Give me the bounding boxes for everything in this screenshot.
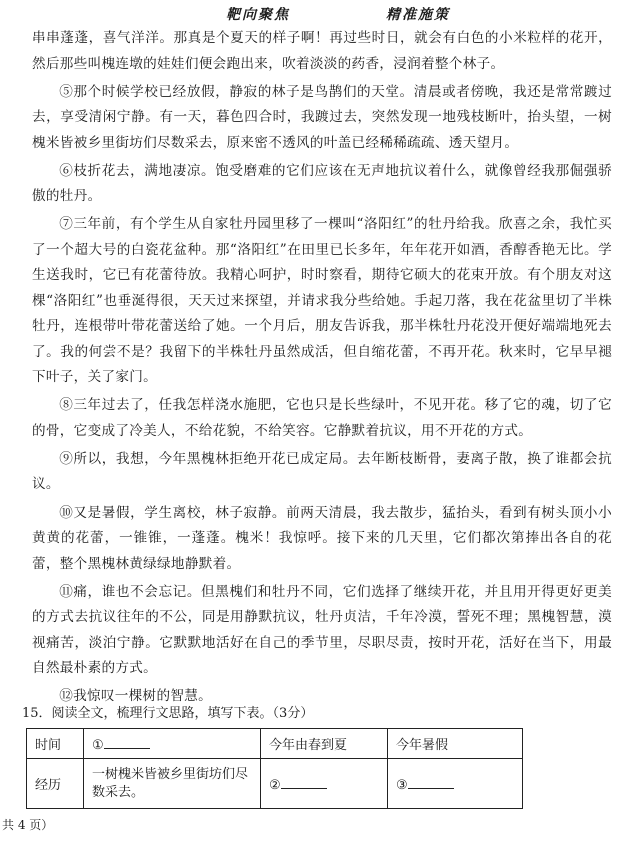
blank-line-2 <box>281 774 327 789</box>
paragraph-4-continued: 串串蓬蓬，喜气洋洋。那真是个夏天的样子啊！再过些时日，就会有白色的小米粒样的花开，然后那些叫槐连墩的娃娃们便会跑出来，吹着淡淡的药香，浸润着整个林子。 <box>32 30 612 72</box>
paragraph-8: ⑧三年过去了，任我怎样浇水施肥，它也只是长些绿叶，不见开花。移了它的魂，切了它的骨，它变成了冷美人，不给花貌，不给笑容。它静默着抗议，用不开花的方式。 <box>32 397 612 439</box>
blank-line-3 <box>408 774 454 789</box>
table-row <box>27 729 523 759</box>
header-slogan-right: 精准施策 <box>386 7 450 23</box>
page-header <box>0 4 636 26</box>
paragraph-5: ⑤那个时候学校已经放假，静寂的林子是鸟鹊们的天堂。清晨或者傍晚，我还是常常踱过去，享受清闲宁静。有一天，暮色四合时，我踱过去，突然发现一地残枝断叶，抬头望，一树槐米皆被乡里街坊们尽数采去，原来密不透风的叶盖已经稀稀疏疏、透天望月。 <box>32 83 612 151</box>
table-cell-spring-summer: 今年由春到夏 <box>261 729 388 759</box>
table-cell-summer-vacation: 今年暑假 <box>388 729 523 759</box>
blank-label-1: ① <box>92 738 104 753</box>
row-header-time: 时间 <box>27 729 84 759</box>
blank-label-2: ② <box>269 778 281 793</box>
row-header-experience: 经历 <box>27 759 84 809</box>
page-footer: 共 4 页） <box>2 818 54 832</box>
blank-label-3: ③ <box>396 778 408 793</box>
paragraph-12: ⑫我惊叹一棵树的智慧。 <box>59 688 213 705</box>
question-15-prompt: 15．阅读全文，梳理行文思路，填写下表。（3分） <box>22 706 314 721</box>
paragraph-7: ⑦三年前，有个学生从自家牡丹园里移了一棵叫“洛阳红”的牡丹给我。欣喜之余，我忙买了一个超大号的白瓷花盆种。那“洛阳红”在田里已长多年，年年花开如酒，香醇香艳无比。学生送我时，它已有花蕾待放。我精心呵护，时时察看，期待它硕大的花束开放。有个朋友对这棵“洛阳红”也垂涎得很，天天过来探望，并请求我分些给她。手起刀落，我在花盆里切了半株牡丹，连根带叶带花蕾送给了她。一个月后，朋友告诉我，那半株牡丹花没开便好端端地死去了。我的何尝不是？我留下的半株牡丹虽然成活，但自缩花蕾，不再开花。秋来时，它早早褪下叶子，关了家门。 <box>32 216 612 386</box>
header-slogan-left: 靶向聚焦 <box>226 7 290 23</box>
blank-line-1 <box>104 734 150 749</box>
paragraph-6: ⑥枝折花去，满地凄凉。饱受磨难的它们应该在无声地抗议着什么，就像曾经我那倔强骄傲的牡丹。 <box>32 162 612 205</box>
paragraph-11: ⑪痛，谁也不会忘记。但黑槐们和牡丹不同，它们选择了继续开花，并且用开得更好更美的方式去抗议往年的不公，同是用静默抗议，牡丹贞洁，千年冷漠，誓死不理；黑槐智慧，漠视痛苦，淡泊宁静。它默默地活好在自己的季节里，尽职尽责，按时开花，活好在当下，用最自然最朴素的方式。 <box>32 583 612 677</box>
table-cell-experience-1: 一树槐米皆被乡里街坊们尽数采去。 <box>84 759 261 809</box>
paragraph-10: ⑩又是暑假，学生离校，林子寂静。前两天清晨，我去散步，猛抬头，看到有树头顶小小黄黄的花蕾，一锥锥，一蓬蓬。槐米！我惊呼。接下来的几天里，它们都次第捧出各自的花蕾，整个黑槐林黄绿绿地静默着。 <box>32 504 612 572</box>
table-cell-blank-2[interactable] <box>261 759 388 809</box>
answer-table <box>26 728 523 809</box>
table-cell-blank-3[interactable] <box>388 759 523 809</box>
paragraph-9: ⑨所以，我想，今年黑槐林拒绝开花已成定局。去年断枝断骨，妻离子散，换了谁都会抗议。 <box>32 450 612 493</box>
table-cell-blank-1[interactable] <box>84 729 261 759</box>
article-body <box>32 26 612 712</box>
table-row <box>27 759 523 809</box>
